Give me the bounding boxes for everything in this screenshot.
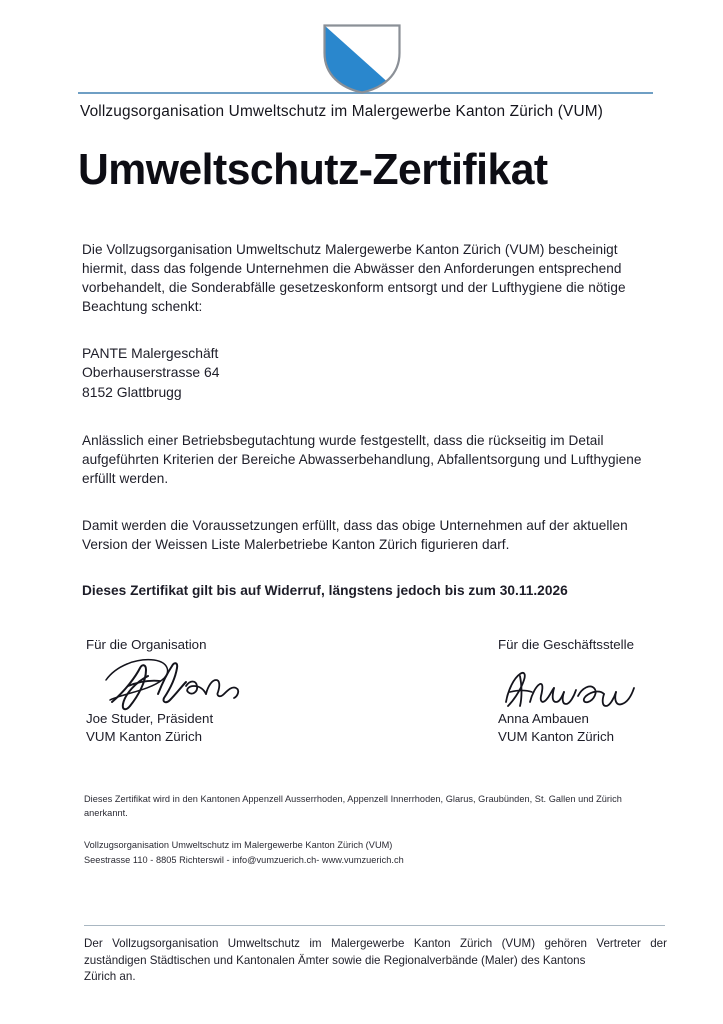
handwritten-signature-icon bbox=[92, 656, 252, 712]
intro-paragraph: Die Vollzugsorganisation Umweltschutz Malergewerbe Kanton Zürich (VUM) bescheinigt hiermit, dass das folgende Unternehmen die Abwässer den Anforderungen entsprechend vorbehandelt, die Sonderabfälle gesetzeskonform entsorgt und der Lufthygiene die nötige Beachtung schenkt: bbox=[82, 241, 626, 315]
validity-statement: Dieses Zertifikat gilt bis auf Widerruf, längstens jedoch bis zum 30.11.2026 bbox=[82, 582, 568, 598]
signature-org-right: VUM Kanton Zürich bbox=[498, 728, 615, 744]
recipient-block bbox=[82, 344, 665, 402]
contact-organisation: Vollzugsorganisation Umweltschutz im Malergewerbe Kanton Zürich (VUM) bbox=[84, 840, 393, 851]
bottom-divider bbox=[84, 925, 665, 926]
contact-address: Seestrasse 110 - 8805 Richterswil - info@vumzuerich.ch- www.vumzuerich.ch bbox=[84, 854, 404, 865]
signature-org-left: VUM Kanton Zürich bbox=[86, 728, 203, 744]
recipient-company: PANTE Malergeschäft bbox=[82, 345, 219, 362]
crest-container bbox=[0, 0, 723, 92]
organisation-line: Vollzugsorganisation Umweltschutz im Malergewerbe Kanton Zürich (VUM) bbox=[80, 102, 603, 120]
signature-mark-anna-ambauen bbox=[498, 654, 634, 710]
signature-name-left: Joe Studer, Präsident bbox=[86, 710, 214, 726]
certificate-body bbox=[82, 240, 665, 600]
signature-heading-organisation: Für die Organisation bbox=[86, 636, 207, 652]
recognition-note: Dieses Zertifikat wird in den Kantonen Appenzell Ausserrhoden, Appenzell Innerrhoden, Glarus, Graubünden, St. Gallen und Zürich anerkannt. bbox=[84, 793, 622, 818]
signature-block-geschaeftsstelle bbox=[498, 636, 634, 746]
signature-area bbox=[0, 636, 723, 768]
bottom-note-last-line: Zürich an. bbox=[84, 970, 136, 984]
contact-block bbox=[84, 838, 667, 867]
page-title: Umweltschutz-Zertifikat bbox=[78, 144, 548, 194]
signature-name-right: Anna Ambauen bbox=[498, 710, 589, 726]
inspection-paragraph: Anlässlich einer Betriebsbegutachtung wurde festgestellt, dass die rückseitig im Detail aufgeführten Kriterien der Bereiche Abwasserbehandlung, Abfallentsorgung und Lufthygiene erfüllt werden. bbox=[82, 433, 642, 487]
signature-block-organisation bbox=[86, 636, 213, 746]
fineprint-block bbox=[84, 792, 667, 868]
bottom-note-text: Der Vollzugsorganisation Umweltschutz im Malergewerbe Kanton Zürich (VUM) gehören Vertreter der zuständigen Städtischen und Kantonalen Ämter sowie die Regionalverbände (Maler) des Kantons bbox=[84, 937, 667, 967]
signature-heading-geschaeftsstelle: Für die Geschäftsstelle bbox=[498, 636, 634, 652]
zurich-coat-of-arms-shield-icon bbox=[322, 23, 402, 95]
whitelist-paragraph: Damit werden die Voraussetzungen erfüllt, dass das obige Unternehmen auf der aktuellen Version der Weissen Liste Malerbetriebe Kanton Zürich figurieren darf. bbox=[82, 518, 628, 553]
signature-mark-joe-studer bbox=[86, 654, 213, 710]
recipient-street: Oberhauserstrasse 64 bbox=[82, 364, 220, 381]
bottom-note-block bbox=[84, 936, 667, 986]
recipient-city: 8152 Glattbrugg bbox=[82, 383, 182, 400]
